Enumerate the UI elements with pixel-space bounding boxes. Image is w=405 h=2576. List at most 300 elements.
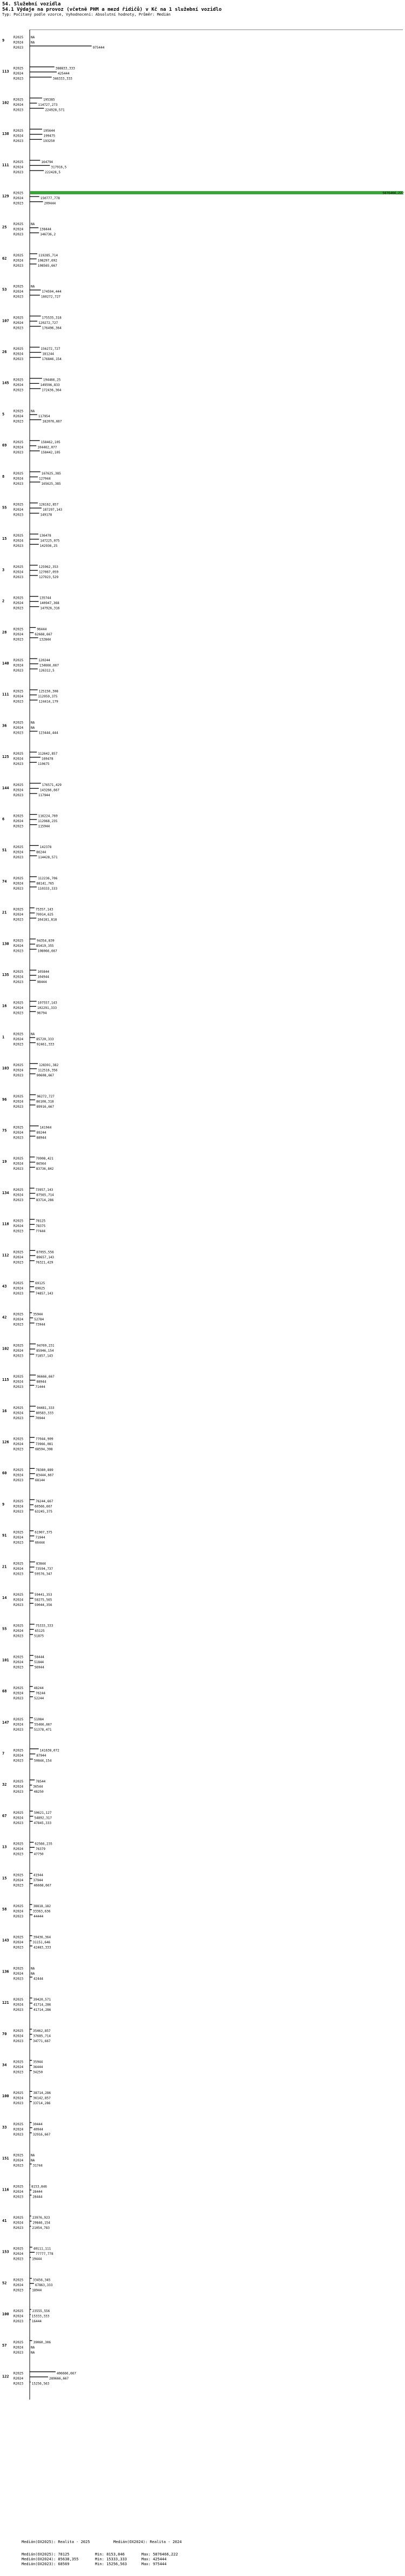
category-label: 96 [2,1097,7,1102]
year-label: R2023 [14,980,24,984]
bar [30,1037,35,1038]
value-label: NA [31,409,35,413]
value-label: 41944 [33,1873,43,1877]
value-label: 35944 [33,2060,43,2064]
value-label: 156272,727 [40,347,60,351]
year-label: R2024 [14,352,24,356]
year-label: R2023 [14,2257,24,2261]
year-label: R2024 [14,1504,24,1509]
value-label: 42444 [33,1977,44,1981]
category-label: 129 [2,194,9,199]
year-label: R2024 [14,1006,24,1011]
value-label: 50621,127 [33,1811,52,1815]
year-label: R2024 [14,1536,24,1540]
value-label: 68594,308 [35,1447,53,1452]
category-label: 1 [2,1035,5,1040]
value-label: 56944 [34,1665,44,1670]
year-label: R2025 [14,1499,24,1503]
year-label: R2023 [14,1977,24,1981]
bar [30,1473,35,1474]
year-label: R2023 [14,731,24,735]
value-label: 124414,179 [38,700,58,704]
value-label: 5876466,222 [382,191,404,195]
value-label: 71857,143 [35,1354,53,1358]
value-label: 181244 [42,352,54,356]
value-label: 289666,667 [49,2377,69,2381]
year-label: R2025 [14,2060,24,2064]
value-label: 174594,444 [42,290,62,294]
year-label: R2024 [14,321,24,325]
value-label: 104944 [37,975,50,979]
category-label: 140 [2,661,9,666]
value-label: 39436,364 [33,1935,51,1940]
bar [30,1603,33,1604]
category-label: 101 [2,1658,9,1663]
year-label: R2023 [14,606,24,611]
value-label: 114727,273 [38,103,58,107]
year-label: R2025 [14,1437,24,1441]
category-label: 42 [2,1315,7,1320]
year-label: R2025 [14,1593,24,1597]
bar [30,1686,33,1687]
category-label: 32 [2,1782,7,1787]
value-label: 33456,345 [32,2278,51,2282]
year-label: R2025 [14,1717,24,1721]
year-label: R2023 [14,1945,24,1950]
category-label: 70 [2,2031,7,2036]
year-label: R2023 [14,544,24,548]
value-label: 83844 [36,1562,46,1566]
value-label: 52244 [34,1697,44,1701]
value-label: 149178 [40,513,52,517]
year-label: R2023 [14,1509,24,1514]
category-label: 16 [2,1408,7,1413]
value-label: 195385 [43,98,55,102]
value-label: 138444 [39,227,51,232]
year-label: R2025 [14,1811,24,1815]
value-label: 71944 [35,1536,45,1540]
value-label: 136478 [39,534,51,538]
year-label: R2024 [14,508,24,512]
bar [30,1255,36,1256]
year-label: R2024 [14,1037,24,1041]
year-label: R2023 [14,139,24,144]
bar [30,2065,32,2066]
value-label: 71444 [35,1385,45,1389]
bar [30,1945,32,1946]
year-label: R2025 [14,1126,24,1130]
year-label: R2025 [14,1001,24,1005]
bar [30,347,39,348]
year-label: R2025 [14,783,24,787]
year-label: R2023 [14,2039,24,2043]
year-label: R2024 [14,1442,24,1446]
year-label: R2024 [14,103,24,107]
value-label: 28444 [32,2195,43,2199]
value-label: 34771,667 [33,2039,51,2043]
bar [30,1442,35,1443]
bar [30,1593,33,1594]
value-label: 36444 [33,2065,43,2069]
year-label: R2023 [14,482,24,486]
value-label: 29846,154 [32,2221,51,2225]
value-label: 23976,923 [32,2216,50,2220]
year-label: R2024 [14,1660,24,1664]
value-label: 59044,356 [34,1603,52,1607]
value-label: 62668,667 [35,632,52,636]
category-label: 5 [2,412,5,417]
value-label: 112236,706 [38,876,58,880]
year-label: R2024 [14,1131,24,1135]
category-label: 6 [2,817,5,822]
year-label: R2024 [14,2283,24,2287]
year-label: R2024 [14,2345,24,2350]
bar [30,1655,33,1656]
year-label: R2023 [14,1229,24,1233]
category-label: 53 [2,287,7,292]
bar [30,253,37,254]
year-label: R2023 [14,1354,24,1358]
legend-max-2023: Max: 975444 [141,2562,167,2566]
value-label: 132844 [39,638,51,642]
year-label: R2025 [14,1094,24,1099]
year-label: R2024 [14,40,24,45]
value-label: 73957,143 [35,1188,53,1192]
year-label: R2023 [14,2008,24,2012]
year-label: R2024 [14,1473,24,1477]
year-label: R2025 [14,970,24,974]
value-label: 23555,556 [32,2309,50,2314]
value-label: 160272,727 [40,295,60,299]
category-label: 15 [2,1876,7,1881]
year-label: R2024 [14,2096,24,2100]
year-label: R2023 [14,2350,24,2355]
category-label: 14 [2,1596,7,1600]
value-label: 128162,857 [39,503,59,507]
value-label: 36544 [33,1785,43,1789]
year-label: R2024 [14,2189,24,2194]
value-label: 42483,333 [33,1945,51,1950]
category-label: 7 [2,1751,5,1756]
value-label: 15256,563 [31,2382,50,2386]
value-label: 80583,333 [36,1411,53,1415]
year-label: R2023 [14,918,24,922]
year-label: R2023 [14,1697,24,1701]
bar [30,66,55,67]
year-label: R2024 [14,975,24,979]
value-label: NA [31,726,35,730]
year-label: R2025 [14,284,24,289]
value-label: 125150,308 [38,689,58,694]
year-label: R2025 [14,316,24,320]
year-label: R2024 [14,632,24,636]
year-label: R2023 [14,2070,24,2075]
value-label: 41714,286 [33,2003,51,2007]
value-label: 92461,333 [36,1042,55,1047]
category-label: 9 [2,1502,5,1507]
year-label: R2024 [14,913,24,917]
value-label: 68144 [35,1479,45,1483]
bar [30,1530,33,1531]
year-label: R2025 [14,1562,24,1566]
legend-median-2025-label: Medián(OX2025): Realita - 2025 [22,2540,90,2544]
year-label: R2024 [14,726,24,730]
year-label: R2023 [14,1479,24,1483]
legend-median-2023: Medián(OX2023): 68569 [22,2562,70,2566]
value-label: 69125 [35,1282,45,1285]
year-label: R2023 [14,1634,24,1638]
category-label: 36 [2,723,7,728]
category-label: 143 [2,1938,9,1943]
value-label: 141944 [39,1126,52,1130]
bar [30,1691,35,1692]
value-label: 85946,154 [36,1348,54,1353]
value-label: 96794 [37,1011,47,1015]
bar [30,2132,32,2133]
value-label: NA [31,2153,35,2158]
year-label: R2025 [14,1998,24,2002]
value-label: 66444 [35,1541,45,1545]
value-label: 89244 [36,1131,46,1135]
year-label: R2023 [14,669,24,673]
year-label: R2023 [14,295,24,299]
year-label: R2025 [14,1063,24,1068]
year-label: R2024 [14,2065,24,2069]
value-label: 85720,333 [36,1037,54,1041]
year-label: R2025 [14,2247,24,2251]
year-label: R2025 [14,2185,24,2189]
value-label: 77777,778 [36,2252,53,2256]
bar [30,1873,32,1874]
value-label: 172436,364 [42,388,62,392]
category-label: 74 [2,879,7,884]
bar [30,601,39,602]
year-label: R2024 [14,2377,24,2381]
bar [30,1447,34,1448]
value-label: 104181,818 [37,918,57,922]
value-label: 33714,286 [32,2102,51,2106]
bar [30,2314,31,2315]
category-label: 103 [2,1066,9,1071]
category-label: 8 [2,474,5,479]
value-label: 8153,846 [31,2185,47,2189]
legend-max-2024: Max: 425444 [141,2557,167,2561]
year-label: R2024 [14,134,24,138]
chart-title: 54.1 Výdaje na provoz (včetně PHM a mezd řidičů) v Kč na 1 služební vozidlo [2,7,222,12]
year-label: R2025 [14,1312,24,1317]
bar [30,1411,35,1412]
value-label: 123444,444 [38,731,58,735]
year-label: R2023 [14,357,24,361]
year-label: R2024 [14,445,24,450]
year-label: R2023 [14,949,24,953]
year-label: R2024 [14,383,24,388]
bar [30,388,40,389]
value-label: 67863,333 [35,2283,53,2287]
value-label: 114428,571 [38,856,58,860]
year-label: R2023 [14,1416,24,1420]
year-label: R2024 [14,1224,24,1229]
value-label: 194466,25 [43,378,61,382]
value-label: 96444 [37,627,47,632]
value-label: 176496,364 [42,326,62,330]
value-label: 182076,667 [42,419,62,424]
bar [30,2096,32,2097]
year-label: R2024 [14,1100,24,1104]
year-label: R2023 [14,1136,24,1140]
year-label: R2025 [14,98,24,102]
value-label: 425444 [58,72,70,76]
legend-min-2025: Min: 8153,846 [95,2552,125,2557]
bar [30,2278,32,2279]
value-label: 176846,154 [42,357,62,361]
category-label: 126 [2,1440,9,1445]
bar [30,2340,32,2341]
value-label: 96272,727 [37,1094,55,1099]
legend-median-2024-label: Medián(OX2024): Realita - 2024 [113,2540,182,2544]
year-label: R2025 [14,1250,24,1255]
year-label: R2025 [14,1873,24,1877]
value-label: 51844 [34,1660,44,1664]
year-label: R2025 [14,752,24,756]
year-label: R2025 [14,814,24,818]
year-label: R2024 [14,2252,24,2256]
year-label: R2025 [14,2091,24,2096]
category-label: 118 [2,1222,9,1226]
bar [30,752,37,753]
value-label: 209444 [44,201,56,206]
bar [30,1629,34,1630]
year-label: R2024 [14,819,24,823]
year-label: R2023 [14,1727,24,1732]
year-label: R2025 [14,2122,24,2126]
bar [30,1437,35,1438]
year-label: R2023 [14,1572,24,1576]
bar [30,886,37,887]
bar [30,1006,36,1007]
category-label: 26 [2,350,7,354]
category-label: 68 [2,1689,7,1694]
year-label: R2025 [14,160,24,164]
value-label: 135744 [39,596,51,600]
value-label: 88141,765 [36,882,54,886]
value-label: 30444 [32,2122,43,2126]
year-label: R2023 [14,700,24,704]
category-label: 19 [2,1160,7,1164]
bar [30,414,37,415]
year-label: R2025 [14,1282,24,1285]
value-label: 86108,318 [36,1100,54,1104]
value-label: 58444 [34,1655,44,1659]
year-label: R2025 [14,2029,24,2033]
year-label: R2023 [14,886,24,891]
bar [30,824,37,825]
year-label: R2024 [14,2221,24,2225]
category-label: 112 [2,1253,9,1258]
value-label: 78380,889 [36,1468,53,1473]
value-label: NA [31,1967,35,1971]
value-label: 63245,375 [35,1509,52,1514]
value-label: 75333,333 [35,1624,53,1628]
category-label: 102 [2,100,9,105]
year-label: R2025 [14,1344,24,1348]
value-label: 38818,182 [33,1904,51,1908]
bar [30,2070,32,2071]
value-label: 176571,429 [42,783,62,787]
category-label: 107 [2,318,9,323]
year-label: R2024 [14,477,24,481]
bar [30,1104,36,1105]
category-label: 111 [2,162,9,167]
value-label: 164794 [41,160,53,164]
year-label: R2024 [14,2314,24,2319]
year-label: R2024 [14,1348,24,1353]
value-label: 167625,385 [41,471,61,476]
year-label: R2024 [14,2159,24,2163]
category-label: 58 [2,1907,7,1911]
value-label: 158442,105 [40,451,60,455]
value-label: 119285,714 [38,253,58,257]
category-label: 15 [2,537,7,541]
value-label: 175535,318 [42,316,62,320]
category-label: 100 [2,2094,9,2099]
bar [30,1852,33,1853]
category-label: 111 [2,692,9,697]
year-label: R2025 [14,565,24,569]
bar [30,1509,33,1510]
year-label: R2023 [14,2164,24,2168]
bar [30,1260,35,1261]
value-label: 142378 [39,845,52,850]
category-label: 91 [2,1533,7,1538]
value-label: 126312,5 [38,669,55,673]
value-label: 37685,714 [33,2034,51,2038]
year-label: R2025 [14,1032,24,1036]
category-label: 16 [2,1004,7,1008]
bar [30,139,42,140]
value-label: 187297,143 [43,508,63,512]
year-label: R2024 [14,2003,24,2007]
bar [30,1094,36,1095]
value-label: 98444 [37,980,47,984]
bar [30,819,37,820]
year-label: R2024 [14,1754,24,1758]
year-label: R2023 [14,1541,24,1545]
year-label: R2023 [14,108,24,112]
bar [30,227,38,228]
value-label: 83444,667 [36,1473,54,1477]
category-label: 151 [2,2156,9,2161]
value-label: 69625 [35,1286,45,1291]
value-label: 85419,355 [36,944,54,948]
year-label: R2025 [14,440,24,445]
bar [30,949,37,950]
category-label: 144 [2,785,9,790]
bar [30,1748,39,1749]
value-label: 44444 [33,1915,44,1919]
year-label: R2023 [14,1759,24,1763]
category-label: 69 [2,443,7,448]
value-label: 40111,111 [33,2247,51,2251]
year-label: R2025 [14,471,24,476]
bar [30,1068,37,1069]
year-label: R2024 [14,1286,24,1291]
category-label: 121 [2,2001,9,2005]
value-label: NA [31,40,35,45]
value-label: 110675 [38,762,50,767]
bar [30,1348,35,1349]
bar [30,1909,32,1910]
